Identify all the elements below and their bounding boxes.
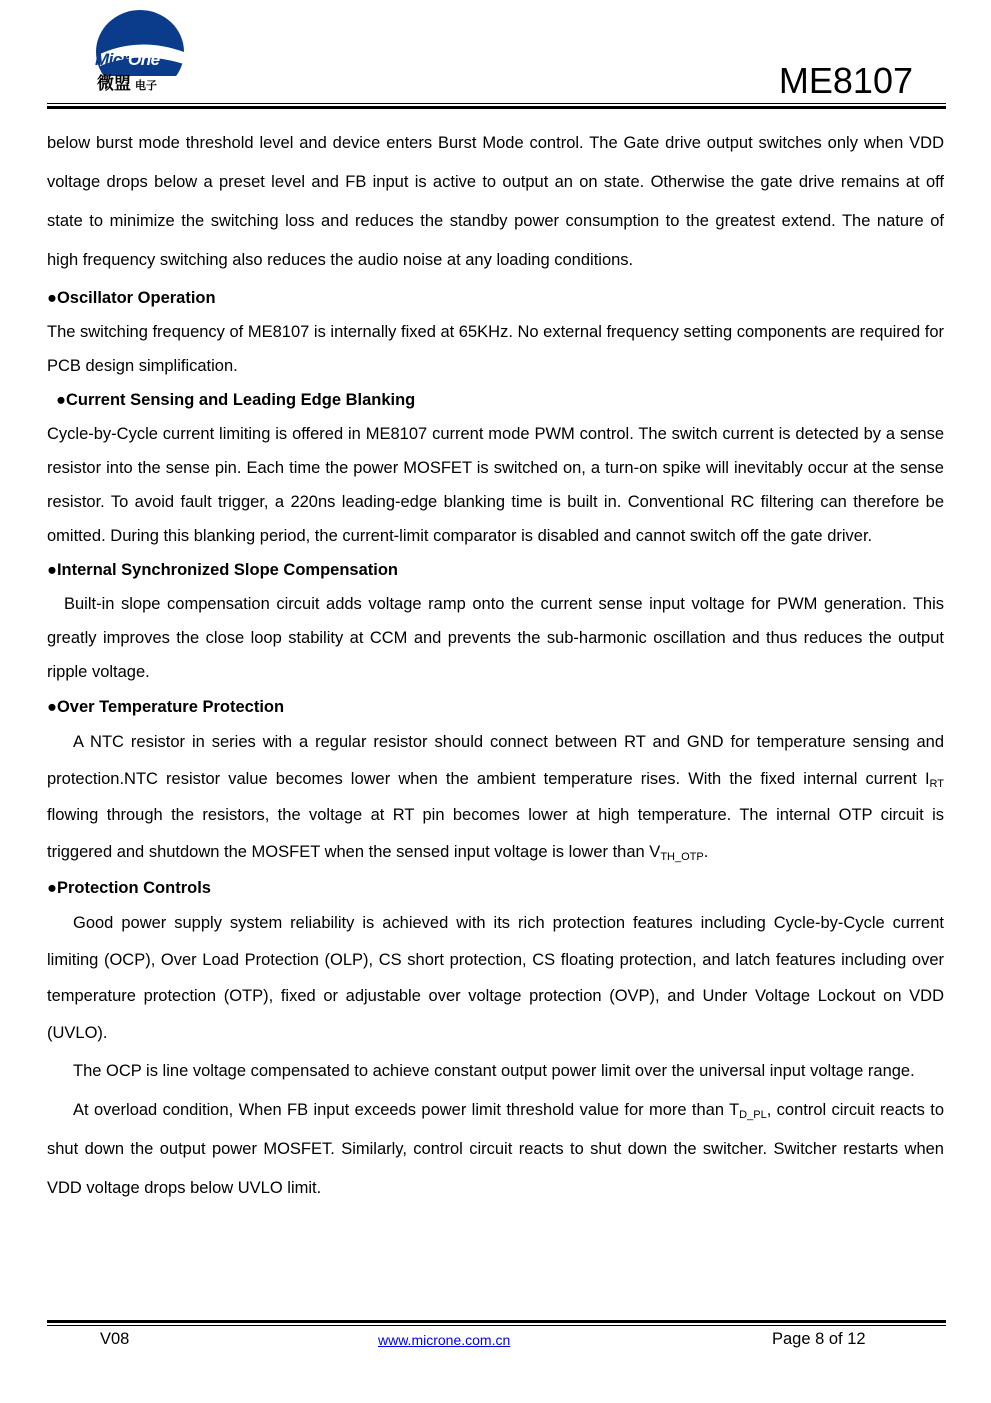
- paragraph-oscillator: The switching frequency of ME8107 is internally fixed at 65KHz. No external frequency setting components are required for PCB design simplification.: [47, 323, 944, 375]
- paragraph-overload: At overload condition, When FB input exceeds power limit threshold value for more than $T_{D\_PL}$, control circuit reacts to shut down the output power MOSFET. Similarly, control circuit reacts to shut down the switcher. Switcher restarts when VDD voltage drops below UVLO limit.: [47, 1101, 944, 1197]
- footer-rule-thin: [47, 1325, 946, 1326]
- heading-oscillator: ●Oscillator Operation: [47, 289, 216, 307]
- heading-protection-controls: ●Protection Controls: [47, 879, 211, 897]
- website-link[interactable]: www.microne.com.cn: [378, 1332, 511, 1348]
- company-logo: [92, 6, 192, 93]
- logo-brand-text: MicrOne: [95, 50, 160, 69]
- paragraph-over-temperature: A NTC resistor in series with a regular resistor should connect between RT and GND for temperature sensing and protection.NTC resistor value becomes lower when the ambient temperature rises. With the fixed internal current $I_{RT}$ flowing through the resistors, the voltage at RT pin becomes lower at high temperature. The internal OTP circuit is triggered and shutdown the MOSFET when the sensed input voltage is lower than $V_{TH\_OTP}$.: [47, 733, 944, 863]
- heading-over-temperature: ●Over Temperature Protection: [47, 698, 285, 716]
- paragraph-current-sensing: Cycle-by-Cycle current limiting is offered in ME8107 current mode PWM control. The switch current is detected by a sense resistor into the sense pin. Each time the power MOSFET is switched on, a turn-on spike will inevitably occur at the sense resistor. To avoid fault trigger, a 220ns leading-edge blanking time is built in. Conventional RC filtering can therefore be omitted. During this blanking period, the current-limit comparator is disabled and cannot switch off the gate driver.: [47, 425, 944, 545]
- version-label: V08: [100, 1330, 130, 1348]
- paragraph-protection-features: Good power supply system reliability is achieved with its rich protection features including Cycle-by-Cycle current limiting (OCP), Over Load Protection (OLP), CS short protection, CS floating protection, and latch features including over temperature protection (OTP), fixed or adjustable over voltage protection (OVP), and Under Voltage Lockout on VDD (UVLO).: [47, 914, 944, 1042]
- paragraph-ocp: The OCP is line voltage compensated to achieve constant output power limit over the universal input voltage range.: [73, 1062, 915, 1080]
- intro-paragraph: below burst mode threshold level and device enters Burst Mode control. The Gate drive output switches only when VDD voltage drops below a preset level and FB input is active to output an on state. Otherwise the gate drive remains at off state to minimize the switching loss and reduces the standby power consumption to the greatest extend. The nature of high frequency switching also reduces the audio noise at any loading conditions.: [47, 134, 944, 269]
- header-rule-thin: [47, 103, 946, 104]
- heading-slope-compensation: ●Internal Synchronized Slope Compensation: [47, 561, 399, 579]
- paragraph-slope-compensation: Built-in slope compensation circuit adds voltage ramp onto the current sense input voltage for PWM generation. This greatly improves the close loop stability at CCM and prevents the sub-harmonic oscillation and thus reduces the output ripple voltage.: [47, 595, 944, 681]
- logo-chinese-text: 微盟 电子: [97, 74, 157, 93]
- heading-current-sensing: ●Current Sensing and Leading Edge Blanking: [56, 391, 416, 409]
- footer-rule-thick: [47, 1320, 946, 1323]
- document-body: [47, 124, 944, 1208]
- header-rule-thick: [47, 106, 946, 109]
- document-title: ME8107: [778, 60, 913, 101]
- page-number: Page 8 of 12: [772, 1330, 866, 1348]
